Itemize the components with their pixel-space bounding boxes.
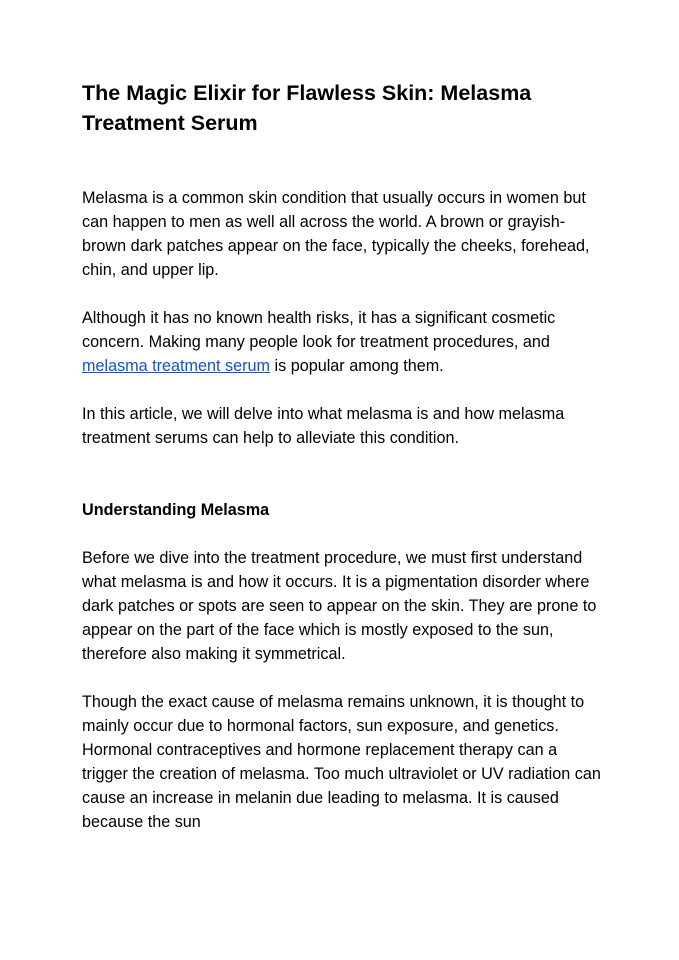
section1-paragraph-2: Though the exact cause of melasma remains unknown, it is thought to mainly occur due to hormonal factors, sun exposure, and genetics. Hormonal contraceptives and hormone replacement therapy can a trigger the creation of melasma. Too much ultraviolet or UV radiation can cause an increase in melanin due leading to melasma. It is caused because the sun (82, 693, 601, 831)
intro-paragraph-2 (82, 306, 602, 378)
spacer (82, 666, 602, 690)
spacer (82, 378, 602, 402)
document-page (82, 78, 602, 834)
spacer (82, 522, 602, 546)
document-title: The Magic Elixir for Flawless Skin: Melasma Treatment Serum (82, 81, 532, 135)
section1-paragraph-1: Before we dive into the treatment procedure, we must first understand what melasma is and how it occurs. It is a pigmentation disorder where dark patches or spots are seen to appear on the skin. They are prone to appear on the part of the face which is mostly exposed to the sun, therefore also making it symmetrical. (82, 549, 597, 663)
spacer (82, 282, 602, 306)
intro-paragraph-3: In this article, we will delve into what melasma is and how melasma treatment serums can help to alleviate this condition. (82, 405, 565, 447)
intro-paragraph-2-text-after: is popular among them. (270, 357, 444, 375)
melasma-treatment-serum-link[interactable]: melasma treatment serum (82, 357, 271, 375)
section-heading-understanding-melasma: Understanding Melasma (82, 501, 270, 519)
intro-paragraph-1: Melasma is a common skin condition that usually occurs in women but can happen to men as well all across the world. A brown or grayish-brown dark patches appear on the face, typically the cheeks, forehead, chin, and upper lip. (82, 189, 590, 279)
spacer (82, 450, 602, 498)
spacer (82, 138, 602, 186)
intro-paragraph-2-text-before: Although it has no known health risks, it has a significant cosmetic concern. Making many people look for treatment procedures, and (82, 309, 556, 351)
